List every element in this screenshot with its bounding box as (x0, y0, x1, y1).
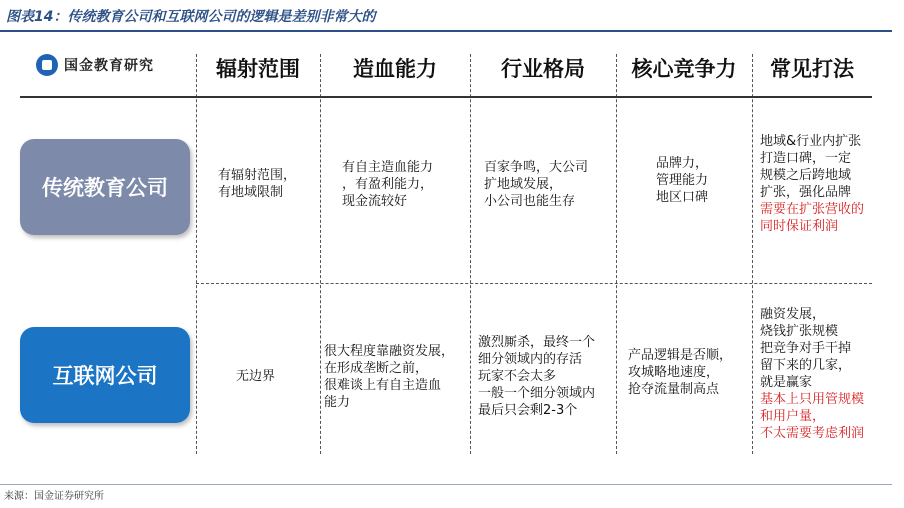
highlight-line: 基本上只用管规模 (760, 392, 865, 407)
table-cell (760, 306, 864, 442)
grid-divider (470, 54, 472, 454)
cell-line: 小公司也能生存 (484, 194, 576, 209)
cell-line: 在形成垄断之前， (324, 361, 429, 376)
col-header-competency: 核心竞争力 (631, 57, 737, 81)
cell-line: ，有盈利能力， (342, 177, 434, 192)
table-cell (628, 347, 732, 398)
cell-line: 打造口碑，一定 (760, 151, 852, 166)
cell-line: 一般一个细分领域内 (478, 386, 596, 401)
cell-line: 能力 (324, 395, 351, 410)
table-cell (484, 159, 588, 210)
source-note: 来源：国金证券研究所 (4, 491, 104, 502)
cell-line: 很难谈上有自主造血 (324, 378, 442, 393)
cell-line: 激烈厮杀，最终一个 (478, 335, 596, 350)
highlight-line: 需要在扩张营收的 (760, 202, 865, 217)
cell-line: 地域&行业内扩张 (760, 134, 862, 149)
cell-line: 玩家不会太多 (478, 369, 557, 384)
cell-line: 现金流较好 (342, 194, 408, 209)
row-label-internet: 互联网公司 (20, 327, 190, 423)
row-divider (196, 283, 872, 284)
row-label-traditional: 传统教育公司 (20, 139, 190, 235)
highlight-line: 同时保证利润 (760, 219, 839, 234)
cell-line: 细分领域内的存活 (478, 352, 583, 367)
logo-mark-icon (36, 54, 58, 76)
cell-line: 最后只会剩2-3个 (478, 403, 578, 418)
table-cell (324, 343, 454, 411)
cell-line: 管理能力 (656, 173, 709, 188)
highlight-line: 不太需要考虑利润 (760, 426, 865, 441)
cell-line: 就是赢家 (760, 375, 813, 390)
cell-line: 抢夺流量制高点 (628, 382, 720, 397)
cell-line: 品牌力， (656, 156, 709, 171)
footer-rule (0, 484, 892, 485)
cell-line: 有地域限制 (218, 185, 284, 200)
cell-line: 地区口碑 (656, 190, 709, 205)
logo (36, 54, 154, 76)
cell-line: 有辐射范围， (218, 168, 297, 183)
col-header-strategy: 常见打法 (770, 57, 854, 81)
grid-divider (320, 54, 322, 454)
grid-divider (752, 54, 754, 454)
figure-caption: 图表14：传统教育公司和互联网公司的逻辑是差别非常大的 (6, 9, 376, 25)
highlight-line: 和用户量， (760, 409, 826, 424)
cell-line: 百家争鸣，大公司 (484, 160, 589, 175)
col-header-landscape: 行业格局 (501, 57, 585, 81)
cell-line: 无边界 (236, 369, 276, 384)
table-cell (236, 368, 275, 385)
cell-line: 规模之后跨地域 (760, 168, 852, 183)
col-header-range: 辐射范围 (216, 57, 300, 81)
cell-line: 扩张，强化品牌 (760, 185, 852, 200)
cell-line: 攻城略地速度， (628, 365, 720, 380)
cell-line: 扩地域发展， (484, 177, 563, 192)
grid-divider (616, 54, 618, 454)
table-cell (478, 334, 595, 419)
table-cell (656, 155, 708, 206)
cell-line: 产品逻辑是否顺， (628, 348, 733, 363)
header-divider (20, 96, 872, 98)
table-cell (760, 133, 864, 235)
cell-line: 很大程度靠融资发展， (324, 344, 455, 359)
logo-text: 国金教育研究 (64, 58, 154, 74)
cell-line: 留下来的几家， (760, 358, 852, 373)
grid-divider (196, 54, 198, 454)
cell-line: 有自主造血能力 (342, 160, 434, 175)
cell-line: 把竞争对手干掉 (760, 341, 852, 356)
table-cell (342, 159, 433, 210)
col-header-cashflow: 造血能力 (353, 57, 437, 81)
cell-line: 融资发展， (760, 307, 826, 322)
table-cell (218, 167, 296, 201)
cell-line: 烧钱扩张规模 (760, 324, 839, 339)
caption-rule (0, 30, 892, 32)
